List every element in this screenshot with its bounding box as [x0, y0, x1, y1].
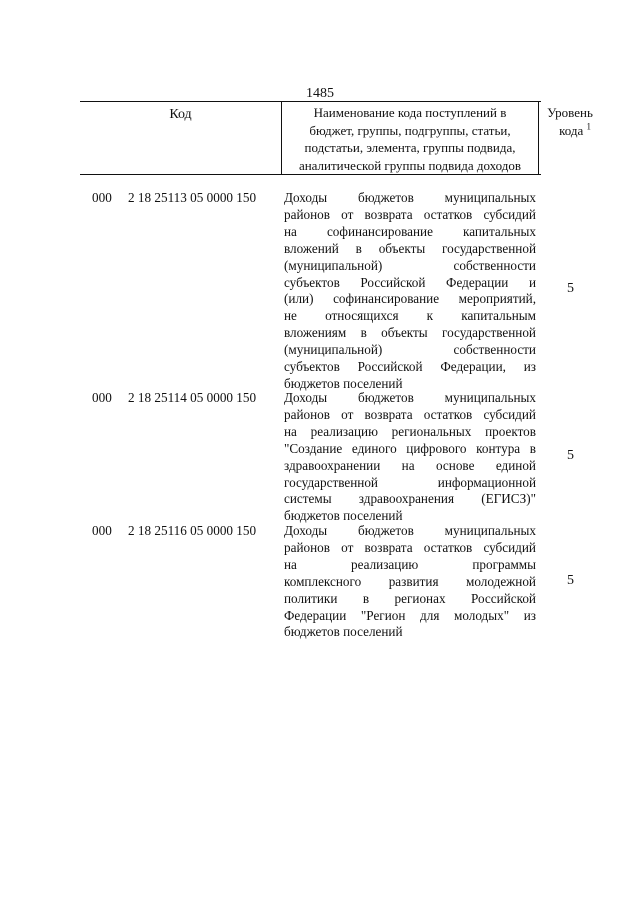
description-line: "Создание единого цифрового контура в	[284, 440, 536, 456]
table-row	[0, 523, 640, 643]
header-name	[281, 102, 539, 174]
header-level-text: кода	[559, 122, 584, 138]
description-line: здравоохранении на основе единой	[284, 457, 536, 473]
header-name-line: подстатьи, элемента, группы подвида,	[304, 140, 516, 155]
page-number: 1485	[306, 86, 334, 101]
header-name-line: бюджет, группы, подгруппы, статьи,	[309, 122, 511, 138]
header-name-line: аналитической группы подвида доходов	[298, 157, 522, 173]
header-level-line1: Уровень	[547, 105, 593, 120]
description-line: на реализацию региональных проектов	[284, 423, 536, 439]
description-line: субъектов Российской Федерации и	[284, 274, 536, 290]
description-line: государственной информационной	[284, 474, 536, 490]
description-line: (или) софинансирование мероприятий,	[284, 291, 536, 307]
description-line: (муниципальной) собственности	[284, 342, 536, 358]
table-row	[0, 390, 640, 526]
description-line: на реализацию программы	[284, 556, 536, 572]
code-level: 5	[567, 573, 574, 588]
code-level: 5	[567, 281, 574, 296]
admin-code: 000	[92, 190, 112, 205]
table-header	[80, 101, 593, 175]
description-line: бюджетов поселений	[284, 375, 403, 391]
description-line: комплексного развития молодежной	[284, 573, 536, 589]
description-line: вложений в объекты государственной	[284, 240, 536, 256]
header-code: Код	[169, 107, 192, 122]
description-line: Доходы бюджетов муниципальных	[284, 190, 536, 205]
header-level	[539, 102, 601, 174]
description-line: (муниципальной) собственности	[284, 257, 536, 273]
income-code: 2 18 25114 05 0000 150	[128, 390, 257, 405]
description-line: системы здравоохранения (ЕГИСЗ)"	[284, 491, 536, 507]
header-level-line2	[539, 122, 601, 140]
description-line: Федерации "Регион для молодых" из	[284, 607, 536, 623]
description-line: бюджетов поселений	[284, 508, 403, 524]
income-description	[284, 390, 536, 525]
description-line: на софинансирование капитальных	[284, 223, 536, 239]
income-code: 2 18 25113 05 0000 150	[128, 190, 257, 205]
description-line: районов от возврата остатков субсидий	[284, 406, 536, 422]
income-code: 2 18 25116 05 0000 150	[128, 523, 257, 538]
description-line: Доходы бюджетов муниципальных	[284, 390, 536, 405]
code-level: 5	[567, 448, 574, 463]
income-description	[284, 523, 536, 641]
description-line: бюджетов поселений	[284, 624, 403, 640]
admin-code: 000	[92, 523, 112, 538]
description-line: районов от возврата остатков субсидий	[284, 539, 536, 555]
description-line: не относящихся к капитальным	[284, 308, 536, 324]
description-line: вложениям в объекты государственной	[284, 325, 536, 341]
income-description	[284, 190, 536, 393]
admin-code: 000	[92, 390, 112, 405]
table-row	[0, 190, 640, 393]
description-line: Доходы бюджетов муниципальных	[284, 523, 536, 538]
description-line: субъектов Российской Федерации, из	[284, 359, 536, 375]
description-line: районов от возврата остатков субсидий	[284, 206, 536, 222]
header-name-line: Наименование кода поступлений в	[313, 105, 507, 120]
description-line: политики в регионах Российской	[284, 590, 536, 606]
footnote-mark: 1	[586, 121, 591, 132]
